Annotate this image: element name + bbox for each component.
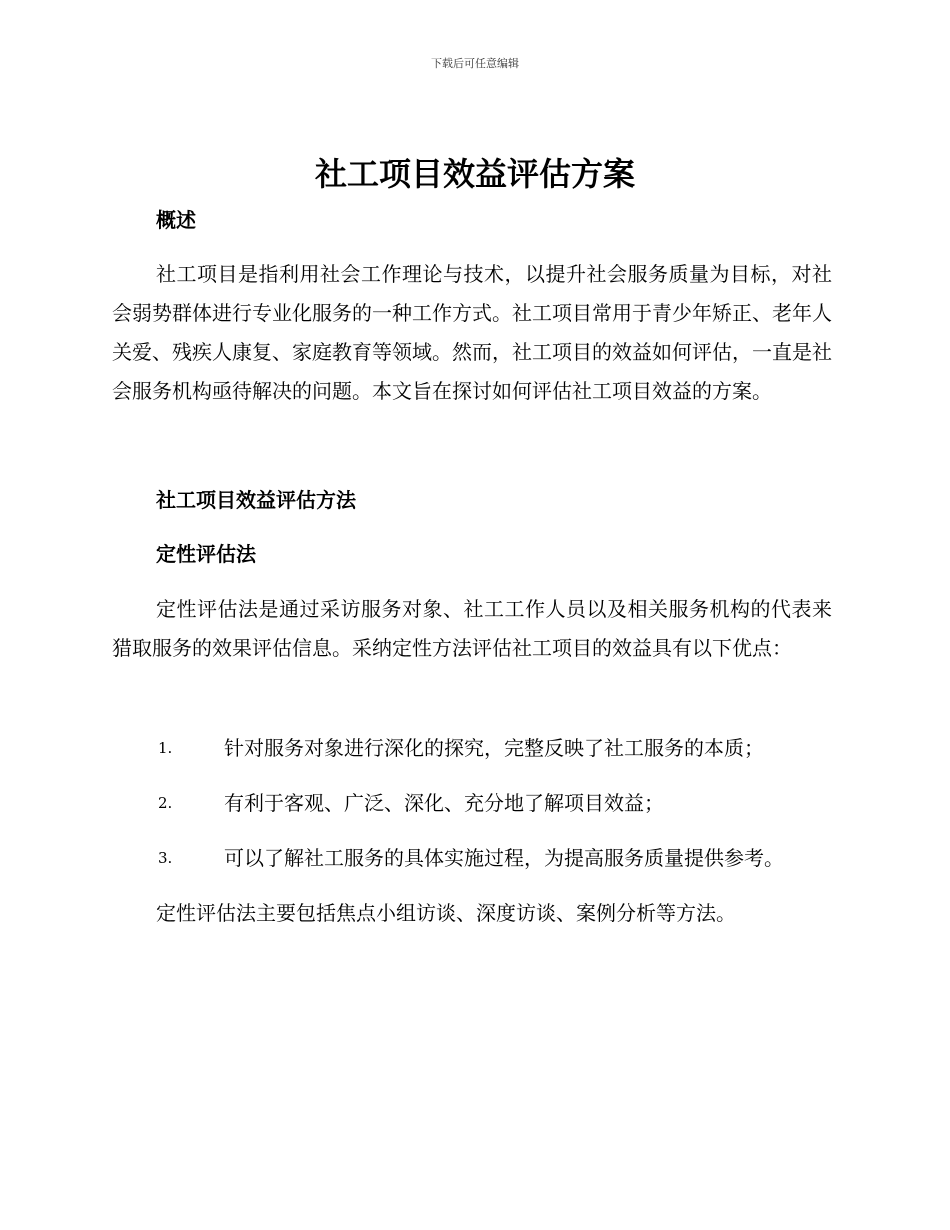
qualitative-paragraph: 定性评估法是通过采访服务对象、社工工作人员以及相关服务机构的代表来猎取服务的效果评估信息。采纳定性方法评估社工项目的效益具有以下优点： (112, 597, 832, 660)
list-item (0, 843, 950, 873)
methods-heading: 社工项目效益评估方法 (156, 488, 356, 512)
list-item (0, 733, 950, 763)
list-text: 有利于客观、广泛、深化、充分地了解项目效益； (224, 791, 664, 815)
qualitative-methods-text: 定性评估法主要包括焦点小组访谈、深度访谈、案例分析等方法。 (156, 901, 736, 925)
list-number: 3. (158, 849, 173, 867)
list-item (0, 788, 950, 818)
qualitative-heading: 定性评估法 (156, 542, 256, 566)
list-text: 可以了解社工服务的具体实施过程，为提高服务质量提供参考。 (224, 846, 784, 870)
overview-paragraph: 社工项目是指利用社会工作理论与技术，以提升社会服务质量为目标，对社会弱势群体进行专业化服务的一种工作方式。社工项目常用于青少年矫正、老年人关爱、残疾人康复、家庭教育等领域。然而，社工项目的效益如何评估，一直是社会服务机构亟待解决的问题。本文旨在探讨如何评估社工项目效益的方案。 (112, 262, 832, 403)
list-number: 1. (158, 739, 173, 757)
overview-heading: 概述 (156, 208, 196, 232)
document-title: 社工项目效益评估方案 (314, 155, 635, 193)
list-text: 针对服务对象进行深化的探究，完整反映了社工服务的本质； (224, 736, 764, 760)
list-number: 2. (158, 794, 173, 812)
header-note: 下载后可任意编辑 (431, 57, 519, 70)
